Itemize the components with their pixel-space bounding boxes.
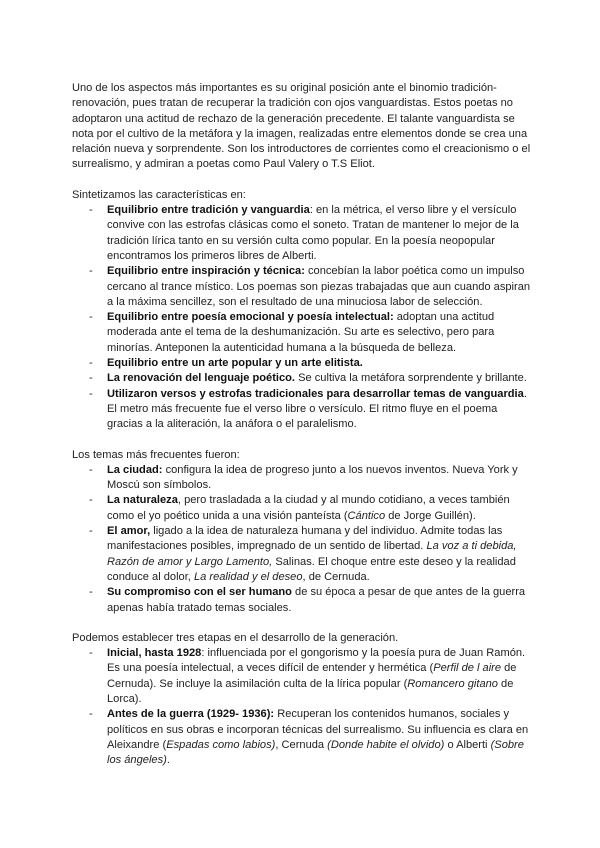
item-heading: Su compromiso con el ser humano xyxy=(107,586,292,599)
temas-list xyxy=(72,463,532,616)
item-heading: Utilizaron versos y estrofas tradicionales para desarrollar temas de vanguardia xyxy=(107,387,524,400)
item-text: . El metro más frecuente fue el verso libre o versículo. El ritmo fluye en el poema gracias a la aliteración, la anáfora o el paralelismo. xyxy=(107,387,527,431)
work-title: (Sobre los ángeles) xyxy=(107,738,524,767)
item-text: de Cernuda). Se incluye la asimilación culta de la lírica popular ( xyxy=(107,662,517,690)
work-title: Cántico xyxy=(347,509,386,522)
list-item xyxy=(72,646,532,707)
list-item xyxy=(72,203,532,264)
dash-bullet: - xyxy=(89,204,93,217)
caracteristicas-intro: Sintetizamos las características en: xyxy=(72,188,246,201)
work-title: Romancero gitano xyxy=(407,677,498,690)
list-item xyxy=(72,264,532,310)
dash-bullet: - xyxy=(89,708,93,721)
item-text: ligado a la idea de naturaleza humana y del individuo. Admite todas las manifestaciones posibles, impregnado de un sentido de libertad. xyxy=(107,525,503,553)
list-item xyxy=(72,707,532,768)
list-item xyxy=(72,524,532,585)
item-heading: Equilibrio entre un arte popular y un arte elitista. xyxy=(107,357,363,370)
item-text: Se cultiva la metáfora sorprendente y brillante. xyxy=(295,372,527,385)
item-text: configura la idea de progreso junto a los nuevos inventos. Nueva York y Moscú son símbolos. xyxy=(107,463,518,492)
item-text: Salinas. El choque entre este deseo y la realidad conduce al dolor, xyxy=(107,555,516,583)
dash-bullet: - xyxy=(89,372,93,385)
item-text: , pero trasladada a la ciudad y al mundo cotidiano, a veces también como el yo poético unida a una visión panteísta ( xyxy=(107,494,510,522)
list-item xyxy=(72,463,532,494)
dash-bullet: - xyxy=(89,387,93,400)
item-heading: Equilibrio entre poesía emocional y poesía intelectual: xyxy=(107,311,394,324)
caracteristicas-list xyxy=(72,203,532,432)
item-heading: El amor, xyxy=(107,525,151,538)
item-text: , de Cernuda. xyxy=(302,570,370,583)
item-text: de Lorca). xyxy=(107,677,514,705)
dash-bullet: - xyxy=(89,647,93,660)
dash-bullet: - xyxy=(89,494,93,507)
work-title: (Donde habite el olvido) xyxy=(327,738,445,751)
intro-paragraph: Uno de los aspectos más importantes es su original posición ante el binomio tradición-renovación, pues tratan de recuperar la tradición con ojos vanguardistas. Estos poetas no adoptaron una actitud de rechazo de la generación precedente. El talante vanguardista se nota por el cultivo de la metáfora y la imagen, realizadas entre elementos donde se crea una relación nueva y sorprendente. Son los introductores de corrientes como el creacionismo o el surrealismo, y admiran a poetas como Paul Valery o T.S Eliot. xyxy=(72,82,531,171)
item-text: de Jorge Guillén). xyxy=(385,509,476,522)
dash-bullet: - xyxy=(89,311,93,324)
list-item xyxy=(72,585,532,616)
dash-bullet: - xyxy=(89,463,93,476)
item-heading: La renovación del lenguaje poético. xyxy=(107,372,296,385)
dash-bullet: - xyxy=(89,357,93,370)
item-text: . xyxy=(166,754,170,767)
item-text: concebían la labor poética como un impulso cercano al trance místico. Los poemas son piezas trabajadas que aun cuando aspiran a la máxima sencillez, son el resultado de una minuciosa labor de selección. xyxy=(107,265,531,308)
etapas-list xyxy=(72,646,532,768)
dash-bullet: - xyxy=(89,265,93,278)
work-title: Perfil de l aire xyxy=(433,662,502,675)
item-text: o Alberti xyxy=(444,738,491,751)
item-text: de su época a pesar de que antes de la guerra apenas había tratado temas sociales. xyxy=(107,586,526,614)
item-heading: Inicial, hasta 1928 xyxy=(107,647,202,660)
document-page xyxy=(72,81,532,783)
dash-bullet: - xyxy=(89,525,93,538)
work-title: La voz a ti debida, Razón de amor y Largo Lamento, xyxy=(107,540,517,568)
work-title: Espadas como labios) xyxy=(166,738,276,751)
item-heading: Equilibrio entre inspiración y técnica: xyxy=(107,265,305,278)
dash-bullet: - xyxy=(89,586,93,599)
item-text: : influenciada por el gongorismo y la poesía pura de Juan Ramón. Es una poesía intelectual, a veces difícil de entender y hermética ( xyxy=(107,647,526,675)
list-item xyxy=(72,387,532,433)
item-heading: Antes de la guerra (1929- 1936): xyxy=(107,708,275,721)
item-heading: La naturaleza xyxy=(107,494,178,507)
etapas-intro: Podemos establecer tres etapas en el desarrollo de la generación. xyxy=(72,631,399,644)
work-title: La realidad y el deseo xyxy=(193,570,303,583)
item-text: : en la métrica, el verso libre y el versículo convive con las estrofas clásicas como el soneto. Tratan de mantener lo mejor de la tradición lírica tanto en su versión culta como popular. En la poesía neopopular encontramos los primeros libres de Alberti. xyxy=(107,204,519,262)
item-heading: La ciudad: xyxy=(107,463,163,476)
list-item xyxy=(72,310,532,356)
item-text: Recuperan los contenidos humanos, sociales y políticos en sus obras e incorporan técnicas del surrealismo. Su influencia es clara en Aleixandre ( xyxy=(107,708,529,751)
list-item xyxy=(72,356,532,371)
item-heading: Equilibrio entre tradición y vanguardia xyxy=(107,204,310,217)
item-text: , Cernuda xyxy=(275,738,328,751)
list-item xyxy=(72,371,532,386)
temas-intro: Los temas más frecuentes fueron: xyxy=(72,448,240,461)
item-text: adoptan una actitud moderada ante el tema de la deshumanización. Su arte es selectivo, pero para minorías. Anteponen la autenticidad humana a la búsqueda de belleza. xyxy=(107,311,495,354)
list-item xyxy=(72,493,532,524)
